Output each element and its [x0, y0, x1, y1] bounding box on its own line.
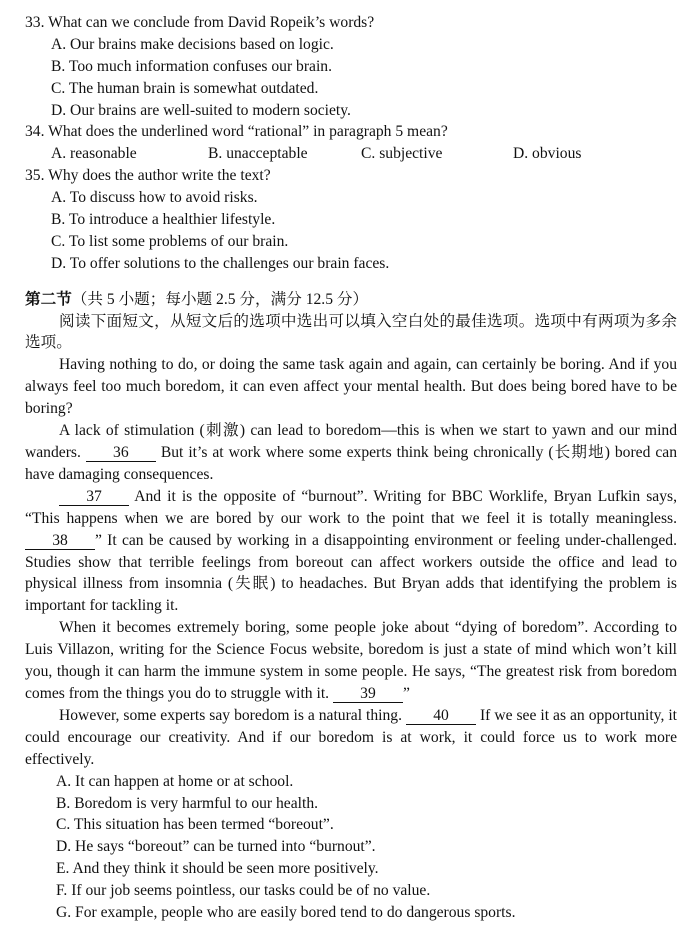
option-b: B. To introduce a healthier lifestyle.: [51, 211, 276, 229]
answer-options: [25, 771, 677, 924]
option-b: B. unacceptable: [208, 145, 308, 163]
passage-paragraph-5: However, some experts say boredom is a natural thing. 40 If we see it as an opportunity, it could encourage our creativity. And if our boredom is at work, it could force us to work more effectively.: [25, 706, 677, 768]
option-d: D. To offer solutions to the challenges our brain faces.: [51, 254, 390, 272]
option-d: D. obvious: [513, 145, 582, 163]
option-f: F. If our job seems pointless, our tasks could be of no value.: [56, 882, 431, 900]
option-a: A. To discuss how to avoid risks.: [51, 189, 258, 207]
blank-37[interactable]: 37: [59, 488, 129, 506]
passage-paragraph-2: A lack of stimulation (刺激) can lead to boredom—this is when we start to yawn and our mind wanders. 36 But it’s at work where some experts think being chronically (长期地) bored can have damaging consequences.: [25, 422, 677, 483]
option-a: A. reasonable: [51, 145, 137, 163]
passage-paragraph-4: When it becomes extremely boring, some people joke about “dying of boredom”. According to Luis Villazon, writing for the Science Focus website, boredom is just a state of mind which won’t kill you, though it can harm the immune system in some people. He says, “The greatest risk from boredom comes from the things you do to struggle with it. 39 ”: [25, 619, 677, 702]
section-title: 第二节: [25, 290, 72, 308]
option-b: B. Too much information confuses our brain.: [51, 57, 332, 75]
passage-paragraph-3: 37 And it is the opposite of “burnout”. Writing for BBC Worklife, Bryan Lufkin says, “This happens when we are bored by our work to the point that we feel it is totally meaningless. 38 ” It can be caused by working in a disappointing environment or feeling under-challenged. Studies show that terrible feelings from boreout can affect workers outside the office and lead to physical illness from insomnia (失眠) to headaches. But Bryan adds that identifying the problem is important for tackling it.: [25, 487, 677, 615]
option-e: E. And they think it should be seen more positively.: [56, 860, 379, 878]
option-c: C. The human brain is somewhat outdated.: [51, 79, 319, 97]
question-stem: 33. What can we conclude from David Ropeik’s words?: [25, 14, 375, 31]
option-a: A. Our brains make decisions based on logic.: [51, 35, 334, 53]
blank-38[interactable]: 38: [25, 532, 95, 550]
option-d: D. Our brains are well-suited to modern society.: [51, 101, 351, 119]
passage-paragraph-1: Having nothing to do, or doing the same task again and again, can certainly be boring. And if you always feel too much boredom, it can even affect your mental health. But does being bored have to be boring?: [25, 356, 677, 418]
option-c: C. To list some problems of our brain.: [51, 232, 289, 250]
question-35: [25, 165, 677, 274]
question-stem: 35. Why does the author write the text?: [25, 167, 271, 185]
blank-36[interactable]: 36: [86, 444, 156, 462]
option-g: G. For example, people who are easily bored tend to do dangerous sports.: [56, 903, 516, 921]
options-row: [25, 143, 677, 165]
option-b: B. Boredom is very harmful to our health.: [56, 794, 319, 812]
section-scoring-note: （共 5 小题；每小题 2.5 分，满分 12.5 分）: [71, 290, 369, 308]
question-33: [25, 12, 677, 121]
blank-40[interactable]: 40: [406, 707, 476, 725]
option-d: D. He says “boreout” can be turned into “burnout”.: [56, 838, 376, 856]
option-c: C. This situation has been termed “boreout”.: [56, 816, 334, 834]
question-34: [25, 121, 677, 165]
section-heading: [25, 289, 677, 311]
option-a: A. It can happen at home or at school.: [56, 772, 294, 790]
option-c: C. subjective: [361, 145, 443, 163]
question-stem: 34. What does the underlined word “rational” in paragraph 5 mean?: [25, 123, 448, 141]
blank-39[interactable]: 39: [333, 685, 403, 703]
section-instruction: 阅读下面短文，从短文后的选项中选出可以填入空白处的最佳选项。选项中有两项为多余选项。: [25, 312, 677, 352]
